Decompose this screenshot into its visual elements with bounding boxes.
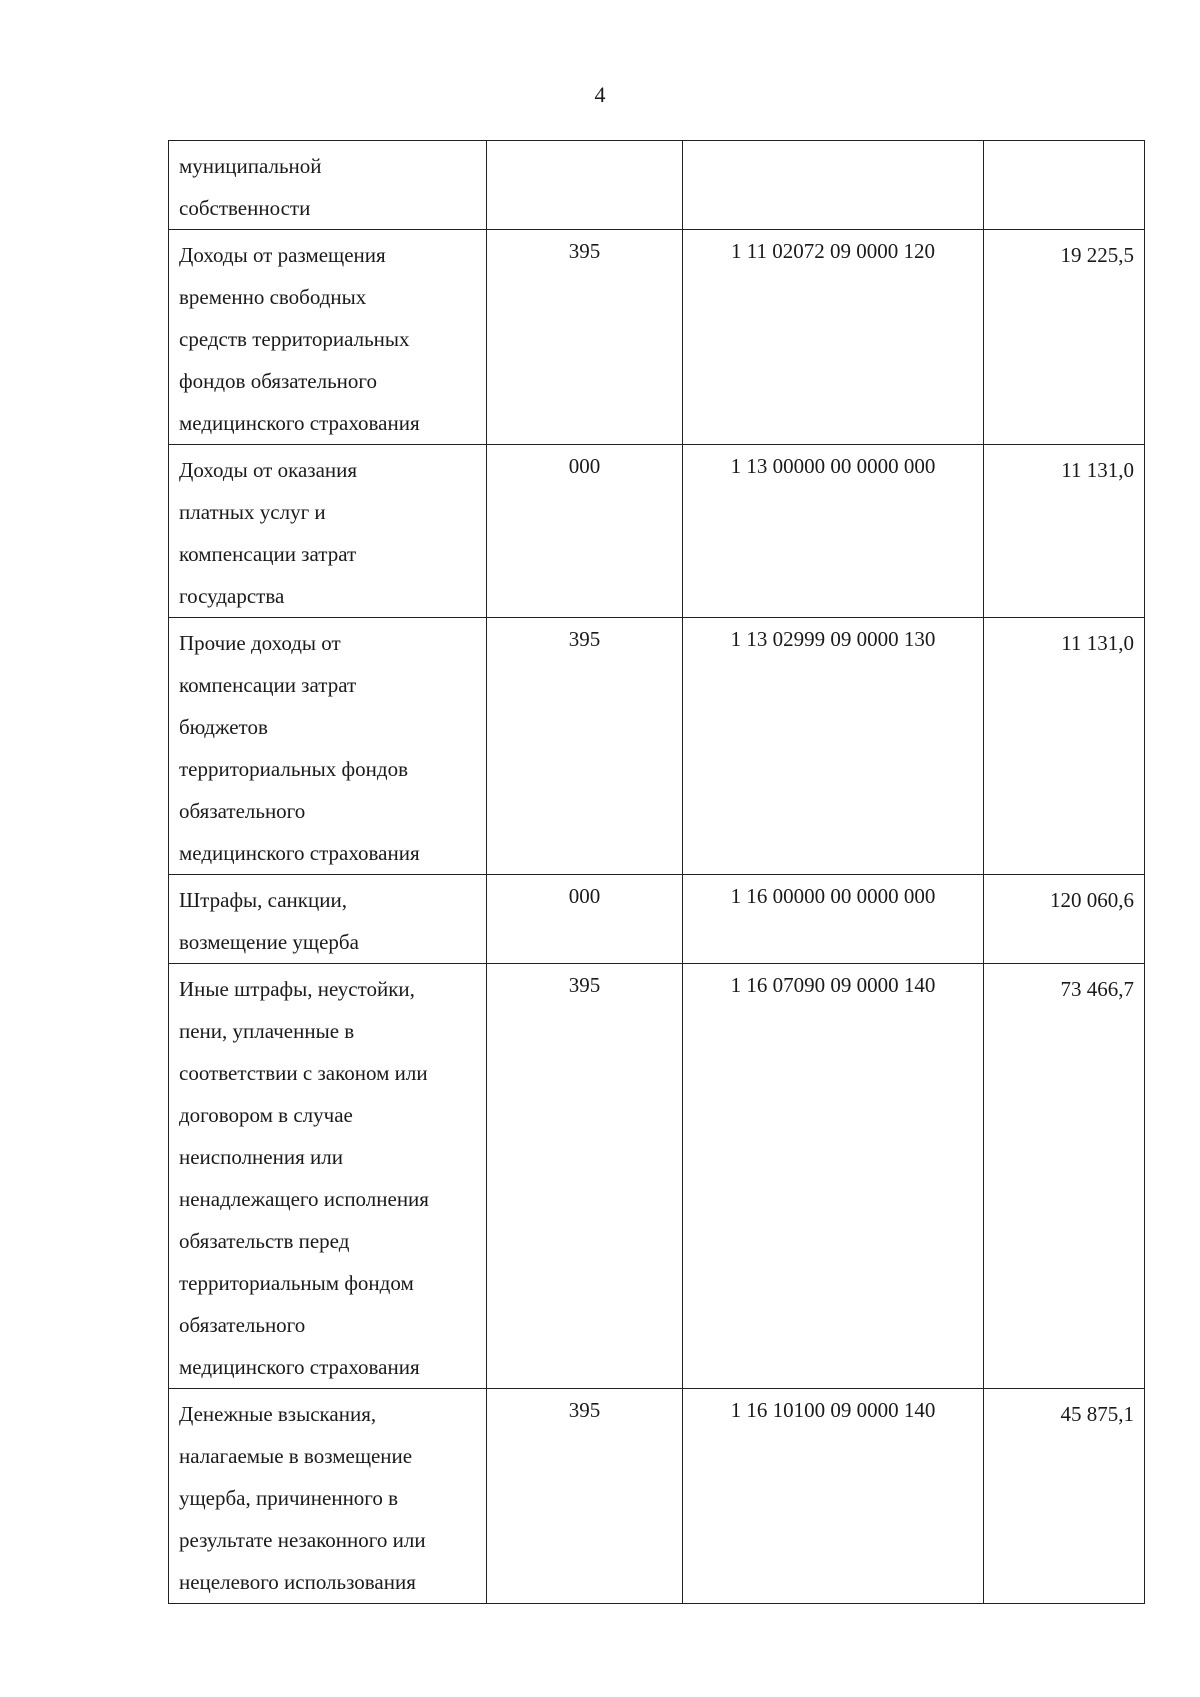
admin-code-cell: 395 [487,618,683,875]
income-name-line: результате незаконного или [179,1528,426,1552]
income-name-line: договором в случае [179,1103,353,1127]
income-name-line: пени, уплаченные в [179,1019,355,1043]
amount-cell [984,141,1145,230]
admin-code-cell: 395 [487,964,683,1389]
income-name-line: средств территориальных [179,327,410,351]
budget-classification-code-cell: 1 13 02999 09 0000 130 [683,618,984,875]
budget-classification-code-cell: 1 13 00000 00 0000 000 [683,445,984,618]
budget-classification-code-cell: 1 16 00000 00 0000 000 [683,875,984,964]
income-name-line: Иные штрафы, неустойки, [179,977,415,1001]
income-name-line: возмещение ущерба [179,930,359,954]
income-name-cell [169,230,487,445]
revenue-table-body [169,141,1145,1604]
amount-cell: 73 466,7 [984,964,1145,1389]
income-name-line: фондов обязательного [179,369,377,393]
table-row [169,875,1145,964]
income-name-cell [169,964,487,1389]
income-name-line: налагаемые в возмещение [179,1444,413,1468]
income-name-line: Доходы от размещения [179,243,386,267]
income-name-line: обязательного [179,799,306,823]
income-name-cell [169,445,487,618]
table-row [169,618,1145,875]
income-name-line: ущерба, причиненного в [179,1486,399,1510]
income-name-line: Прочие доходы от [179,631,341,655]
income-name-line: компенсации затрат [179,673,357,697]
income-name-line: государства [179,584,285,608]
amount-cell: 11 131,0 [984,445,1145,618]
table-row [169,230,1145,445]
income-name-line: бюджетов [179,715,268,739]
budget-classification-code-cell: 1 16 07090 09 0000 140 [683,964,984,1389]
income-name-cell [169,1389,487,1604]
income-name-line: медицинского страхования [179,841,420,865]
admin-code-cell: 000 [487,875,683,964]
income-name-cell [169,875,487,964]
income-name-line: неисполнения или [179,1145,343,1169]
amount-cell: 120 060,6 [984,875,1145,964]
income-name-line: медицинского страхования [179,1355,420,1379]
amount-cell: 45 875,1 [984,1389,1145,1604]
income-name-line: платных услуг и [179,500,326,524]
income-name-line: обязательств перед [179,1229,350,1253]
amount-cell: 19 225,5 [984,230,1145,445]
income-name-line: муниципальной [179,154,322,178]
income-name-cell [169,141,487,230]
income-name-line: ненадлежащего исполнения [179,1187,429,1211]
income-name-line: соответствии с законом или [179,1061,428,1085]
income-name-line: территориальных фондов [179,757,408,781]
income-name-line: обязательного [179,1313,306,1337]
income-name-line: собственности [179,196,311,220]
budget-classification-code-cell: 1 11 02072 09 0000 120 [683,230,984,445]
income-name-line: нецелевого использования [179,1570,416,1594]
page-number: 4 [594,82,606,107]
admin-code-cell: 000 [487,445,683,618]
income-name-line: территориальным фондом [179,1271,414,1295]
budget-classification-code-cell [683,141,984,230]
income-name-line: компенсации затрат [179,542,357,566]
table-row [169,445,1145,618]
table-row [169,964,1145,1389]
admin-code-cell [487,141,683,230]
amount-cell: 11 131,0 [984,618,1145,875]
revenue-table [168,140,1145,1604]
table-row [169,1389,1145,1604]
income-name-line: Штрафы, санкции, [179,888,347,912]
table-row [169,141,1145,230]
income-name-cell [169,618,487,875]
income-name-line: Денежные взыскания, [179,1402,377,1426]
income-name-line: медицинского страхования [179,411,420,435]
budget-classification-code-cell: 1 16 10100 09 0000 140 [683,1389,984,1604]
income-name-line: временно свободных [179,285,367,309]
admin-code-cell: 395 [487,230,683,445]
income-name-line: Доходы от оказания [179,458,358,482]
admin-code-cell: 395 [487,1389,683,1604]
